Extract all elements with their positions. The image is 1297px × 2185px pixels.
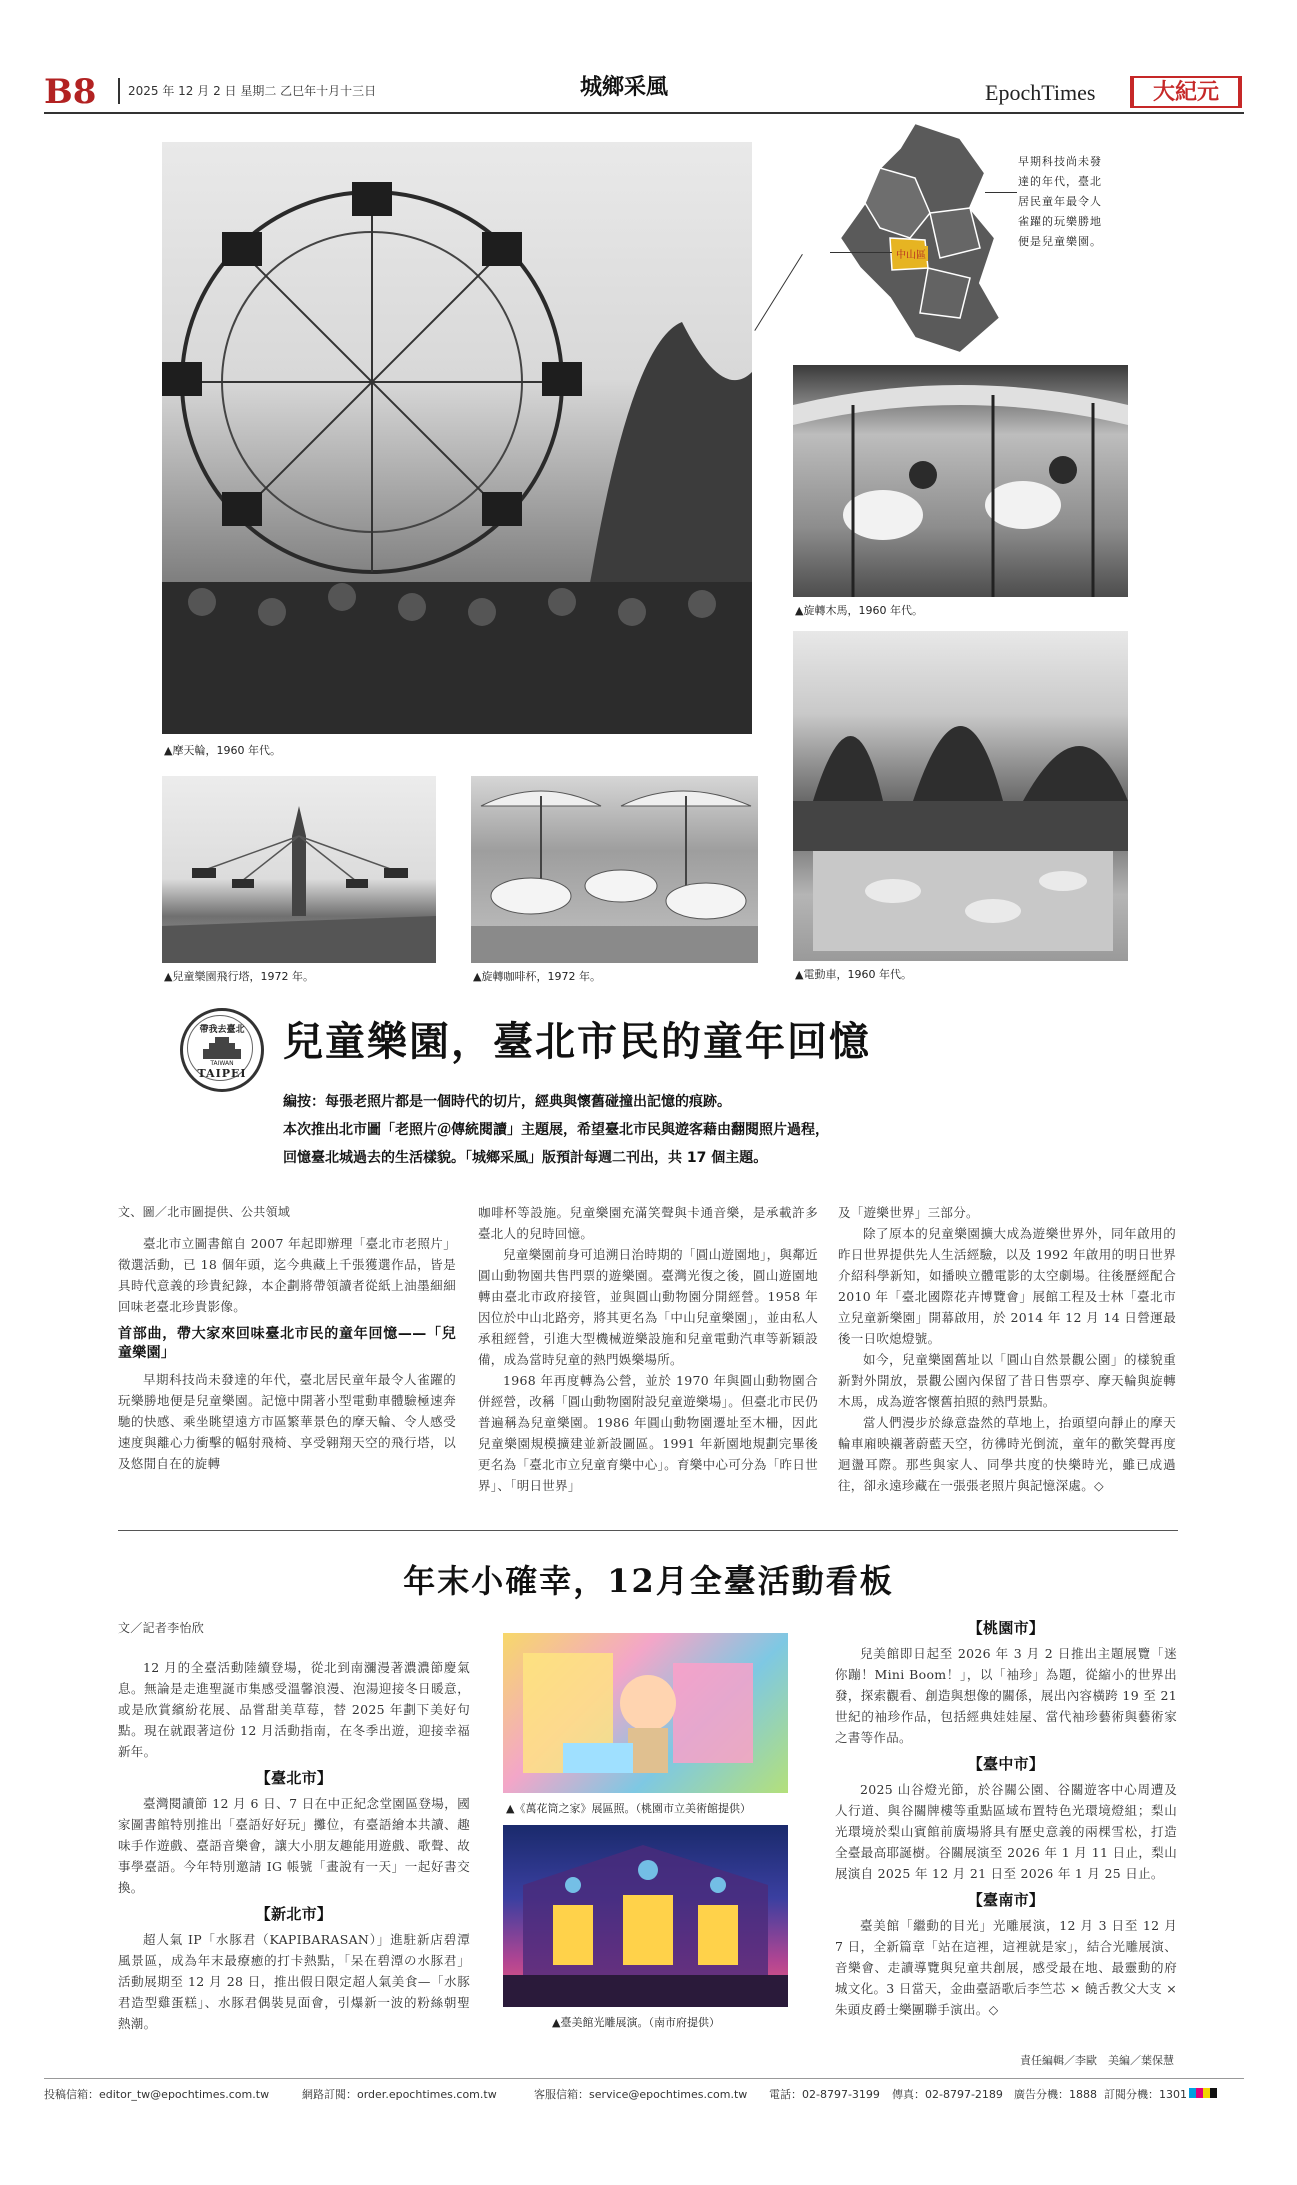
bumper-car-photo (793, 631, 1128, 961)
map-district-label: 中山區 (894, 246, 928, 261)
footer-ad-ext: 廣告分機：1888 (1014, 2088, 1097, 2101)
taipei-heading: 【臺北市】 (255, 1769, 333, 1787)
light-show-photo (503, 1825, 788, 2007)
feature-paragraph: 除了原本的兒童樂園擴大成為遊樂世界外，同年啟用的昨日世界提供先人生活經驗，以及 1992 年啟用的明日世界介紹科學新知，如播映立體電影的太空劇場。往後歷經配合 2010 年「臺北國際花卉博覽會」展館工程及士林「臺北市立兒童新樂園」開幕啟用，於 2014 年 12 月 14 日營運最後一日吹熄燈號。 (838, 1226, 1176, 1346)
ferris-wheel-photo (162, 142, 752, 734)
feature-paragraph: 如今，兒童樂園舊址以「圓山自然景觀公園」的樣貌重新對外開放，景觀公園內保留了昔日售票亭、摩天輪與旋轉木馬，成為遊客懷舊拍照的熱門景點。 (838, 1352, 1176, 1409)
feature-column-2 (478, 1202, 818, 1496)
events-byline: 文／記者李怡欣 (118, 1621, 205, 1635)
footer-phone: 電話：02-8797-3199 (769, 2088, 880, 2101)
taichung-text: 2025 山谷燈光節，於谷關公園、谷關遊客中心周遭及人行道、與谷關牌樓等重點區域布置特色光環境燈組；梨山光環境於梨山賓館前廣場將具有歷史意義的兩棵雪松，打造全臺最高耶誕樹。谷關展演至 2026 年 1 月 11 日止，梨山展演自 2025 年 12 月 21 日至 2026 年 1 月 25 日止。 (835, 1782, 1177, 1881)
footer-service-email[interactable]: 客服信箱：service@epochtimes.com.tw (534, 2088, 748, 2101)
page-number: B8 (44, 72, 97, 112)
footer-fax: 傳真：02-8797-2189 (892, 2088, 1003, 2101)
rocket-tower-photo (162, 776, 436, 963)
tainan-text: 臺美館「繼動的目光」光雕展演，12 月 3 日至 12 月 7 日，全新篇章「站在這裡，這裡就是家」，結合光雕展演、音樂會、走讀導覽與兒童共創展，感受最在地、最靈動的府城文化。3 日當天，金曲臺語歌后李竺芯 × 饒舌教父大支 × 朱頭皮爵士樂團聯手演出。◇ (835, 1918, 1177, 2017)
light-show-caption: ▲臺美館光雕展演。（南市府提供） (552, 2016, 720, 2029)
footer-subscription-site[interactable]: 網路訂閱：order.epochtimes.com.tw (302, 2088, 497, 2101)
light-show-icon (503, 1825, 788, 2007)
feature-column-1 (118, 1202, 456, 1474)
taipei-stamp (180, 1008, 264, 1092)
feature-paragraph: 1968 年再度轉為公營，並於 1970 年與圓山動物園合併經營，改稱「圓山動物園附設兒童遊樂場」。但臺北市民仍普遍稱為兒童樂園。1986 年圓山動物園遷址至木柵，因此兒童樂園規模擴建並新設圖區。1991 年新園地規劃完畢後更名為「臺北市立兒童育樂中心」。育樂中心可分為「昨日世界」、「明日世界」 (478, 1373, 818, 1493)
editor-note-line: 回憶臺北城過去的生活樣貌。「城鄉采風」版預計每週二刊出，共 17 個主題。 (283, 1150, 768, 1166)
feature-paragraph: 當人們漫步於綠意盎然的草地上，抬頭望向靜止的摩天輪車廂映襯著蔚藍天空，彷彿時光倒流，童年的歡笑聲再度迴盪耳際。那些與家人、同學共度的快樂時光，雖已成過往，卻永遠珍藏在一張張老照片與記憶深處。◇ (838, 1415, 1176, 1493)
editor-note-line: 本次推出北市圖「老照片＠傳統閱讀」主題展，希望臺北市民與遊客藉由翻閱照片過程， (283, 1122, 829, 1138)
brand-chinese: 大紀元 (1134, 78, 1238, 106)
color-registration-marks (1189, 2088, 1217, 2101)
events-column-3 (835, 1618, 1177, 2020)
stamp-top-text: 帶我去臺北 (199, 1025, 245, 1035)
carousel-horse-icon (793, 365, 1128, 597)
feature-paragraph: 及「遊樂世界」三部分。 (838, 1205, 979, 1220)
taoyuan-heading: 【桃園市】 (967, 1619, 1045, 1637)
ferris-wheel-caption: ▲摩天輪，1960 年代。 (164, 744, 281, 757)
feature-title: 兒童樂園，臺北市民的童年回憶 (283, 1018, 871, 1065)
map-note: 早期科技尚未發達的年代，臺北居民童年最令人雀躍的玩樂勝地便是兒童樂園。 (1018, 155, 1102, 248)
editor-note (283, 1088, 829, 1172)
taipei-text: 臺灣閱讀節 12 月 6 日、7 日在中正紀念堂園區登場，國家圖書館特別推出「臺語好好玩」攤位，有臺語繪本共讀、趣味手作遊戲、臺語音樂會，讓大小朋友趣能用遊戲、歌聲、故事學臺語。今年特別邀請 IG 帳號「畫說有一天」一起好書交換。 (118, 1796, 470, 1895)
feature-paragraph: 早期科技尚未發達的年代，臺北居民童年最令人雀躍的玩樂勝地便是兒童樂園。記憶中開著小型電動車體驗極速奔馳的快感、乘坐眺望遠方市區繁華景色的摩天輪、令人感受速度與離心力衝擊的幅射飛椅、享受翱翔天空的飛行塔，以及悠閒自在的旋轉 (118, 1372, 456, 1471)
kaleidoscope-photo (503, 1633, 788, 1793)
feature-byline: 文、圖／北市圖提供、公共領域 (118, 1205, 291, 1219)
feature-paragraph: 臺北市立圖書館自 2007 年起即辦理「臺北市老照片」徵選活動，已 18 個年頭，迄今典藏上千張獲選作品，皆是具時代意義的珍貴紀錄，本企劃將帶領讀者從紙上油墨細細回味老臺北珍貴影像。 (118, 1236, 456, 1314)
new-taipei-text: 超人氣 IP「水豚君（KAPIBARASAN）」進駐新店碧潭風景區，成為年末最療癒的打卡熱點，「呆在碧潭の水豚君」活動展期至 12 月 28 日，推出假日限定超人氣美食—「水豚君造型雞蛋糕」、水豚君偶裝見面會，引爆新一波的粉絲朝聖熱潮。 (118, 1932, 470, 2031)
events-column-1 (118, 1618, 470, 2034)
kaleidoscope-caption: ▲《萬花筒之家》展區照。（桃園市立美術館提供） (506, 1802, 751, 1815)
taipei-map (820, 118, 1030, 358)
editor-credits: 責任編輯／李歐 美編／葉保慧 (1020, 2054, 1174, 2067)
stamp-bottom-text: TAIPEI (197, 1067, 247, 1080)
footer-bar (44, 2086, 1244, 2106)
stamp-mid-text: TAIWAN (210, 1060, 234, 1067)
feature-column-3 (838, 1202, 1176, 1496)
new-taipei-heading: 【新北市】 (255, 1905, 333, 1923)
bumper-car-caption: ▲電動車，1960 年代。 (795, 968, 912, 981)
issue-date: 2025 年 12 月 2 日 星期二 乙巳年十月十三日 (128, 84, 377, 98)
carousel-photo (793, 365, 1128, 597)
coffee-cup-caption: ▲旋轉咖啡杯，1972 年。 (473, 970, 601, 983)
footer-submission-email[interactable]: 投稿信箱：editor_tw@epochtimes.com.tw (44, 2088, 270, 2101)
taoyuan-text: 兒美館即日起至 2026 年 3 月 2 日推出主題展覽「迷你蹦！Mini Boom！」，以「袖珍」為題，從縮小的世界出發，探索觀看、創造與想像的關係，展出內容橫跨 19 至 21 世紀的袖珍作品，包括經典娃娃屋、當代袖珍藝術與藝術家之書等作品。 (835, 1646, 1177, 1745)
carousel-caption: ▲旋轉木馬，1960 年代。 (795, 604, 923, 617)
events-title: 年末小確幸，12月全臺活動看板 (403, 1562, 894, 1600)
ferris-wheel-icon (162, 142, 752, 734)
taichung-heading: 【臺中市】 (967, 1755, 1045, 1773)
feature-paragraph: 咖啡杯等設施。兒童樂園充滿笑聲與卡通音樂，是承載許多臺北人的兒時回憶。 (478, 1205, 818, 1241)
editor-note-line: 編按：每張老照片都是一個時代的切片，經典與懷舊碰撞出記憶的痕跡。 (283, 1094, 731, 1110)
teacup-icon (471, 776, 758, 963)
section-divider (118, 1530, 1178, 1531)
kaleidoscope-icon (503, 1633, 788, 1793)
feature-paragraph: 兒童樂園前身可追溯日治時期的「圓山遊園地」，與鄰近圓山動物園共售門票的遊樂園。臺灣光復之後，圓山遊園地轉由臺北市政府接管，並與圓山動物園分開經營。1958 年因位於中山北路旁，將其更名為「中山兒童樂園」，並由私人承租經營，引進大型機械遊樂設施和兒童電動汽車等新穎設備，成為當時兒童的熱門娛樂場所。 (478, 1247, 818, 1367)
tainan-heading: 【臺南市】 (967, 1891, 1045, 1909)
rocket-tower-caption: ▲兒童樂園飛行塔，1972 年。 (164, 970, 314, 983)
building-icon (203, 1037, 241, 1059)
bumper-car-icon (793, 631, 1128, 961)
rocket-icon (162, 776, 436, 963)
footer-sub-ext: 訂閱分機：1301 (1104, 2088, 1187, 2101)
section-title: 城鄉采風 (580, 74, 669, 100)
events-intro: 12 月的全臺活動陸續登場，從北到南瀰漫著濃濃節慶氣息。無論是走進聖誕市集感受溫馨浪漫、泡湯迎接冬日暖意，或是欣賞繽紛花展、品嘗甜美草莓，替 2025 年劃下美好句點。現在就跟著這份 12 月活動指南，在冬季出遊，迎接幸福新年。 (118, 1660, 470, 1759)
feature-subheading: 首部曲，帶大家來回味臺北市民的童年回憶——「兒童樂園」 (118, 1326, 456, 1361)
coffee-cup-photo (471, 776, 758, 963)
brand-english: EpochTimes (985, 80, 1096, 105)
